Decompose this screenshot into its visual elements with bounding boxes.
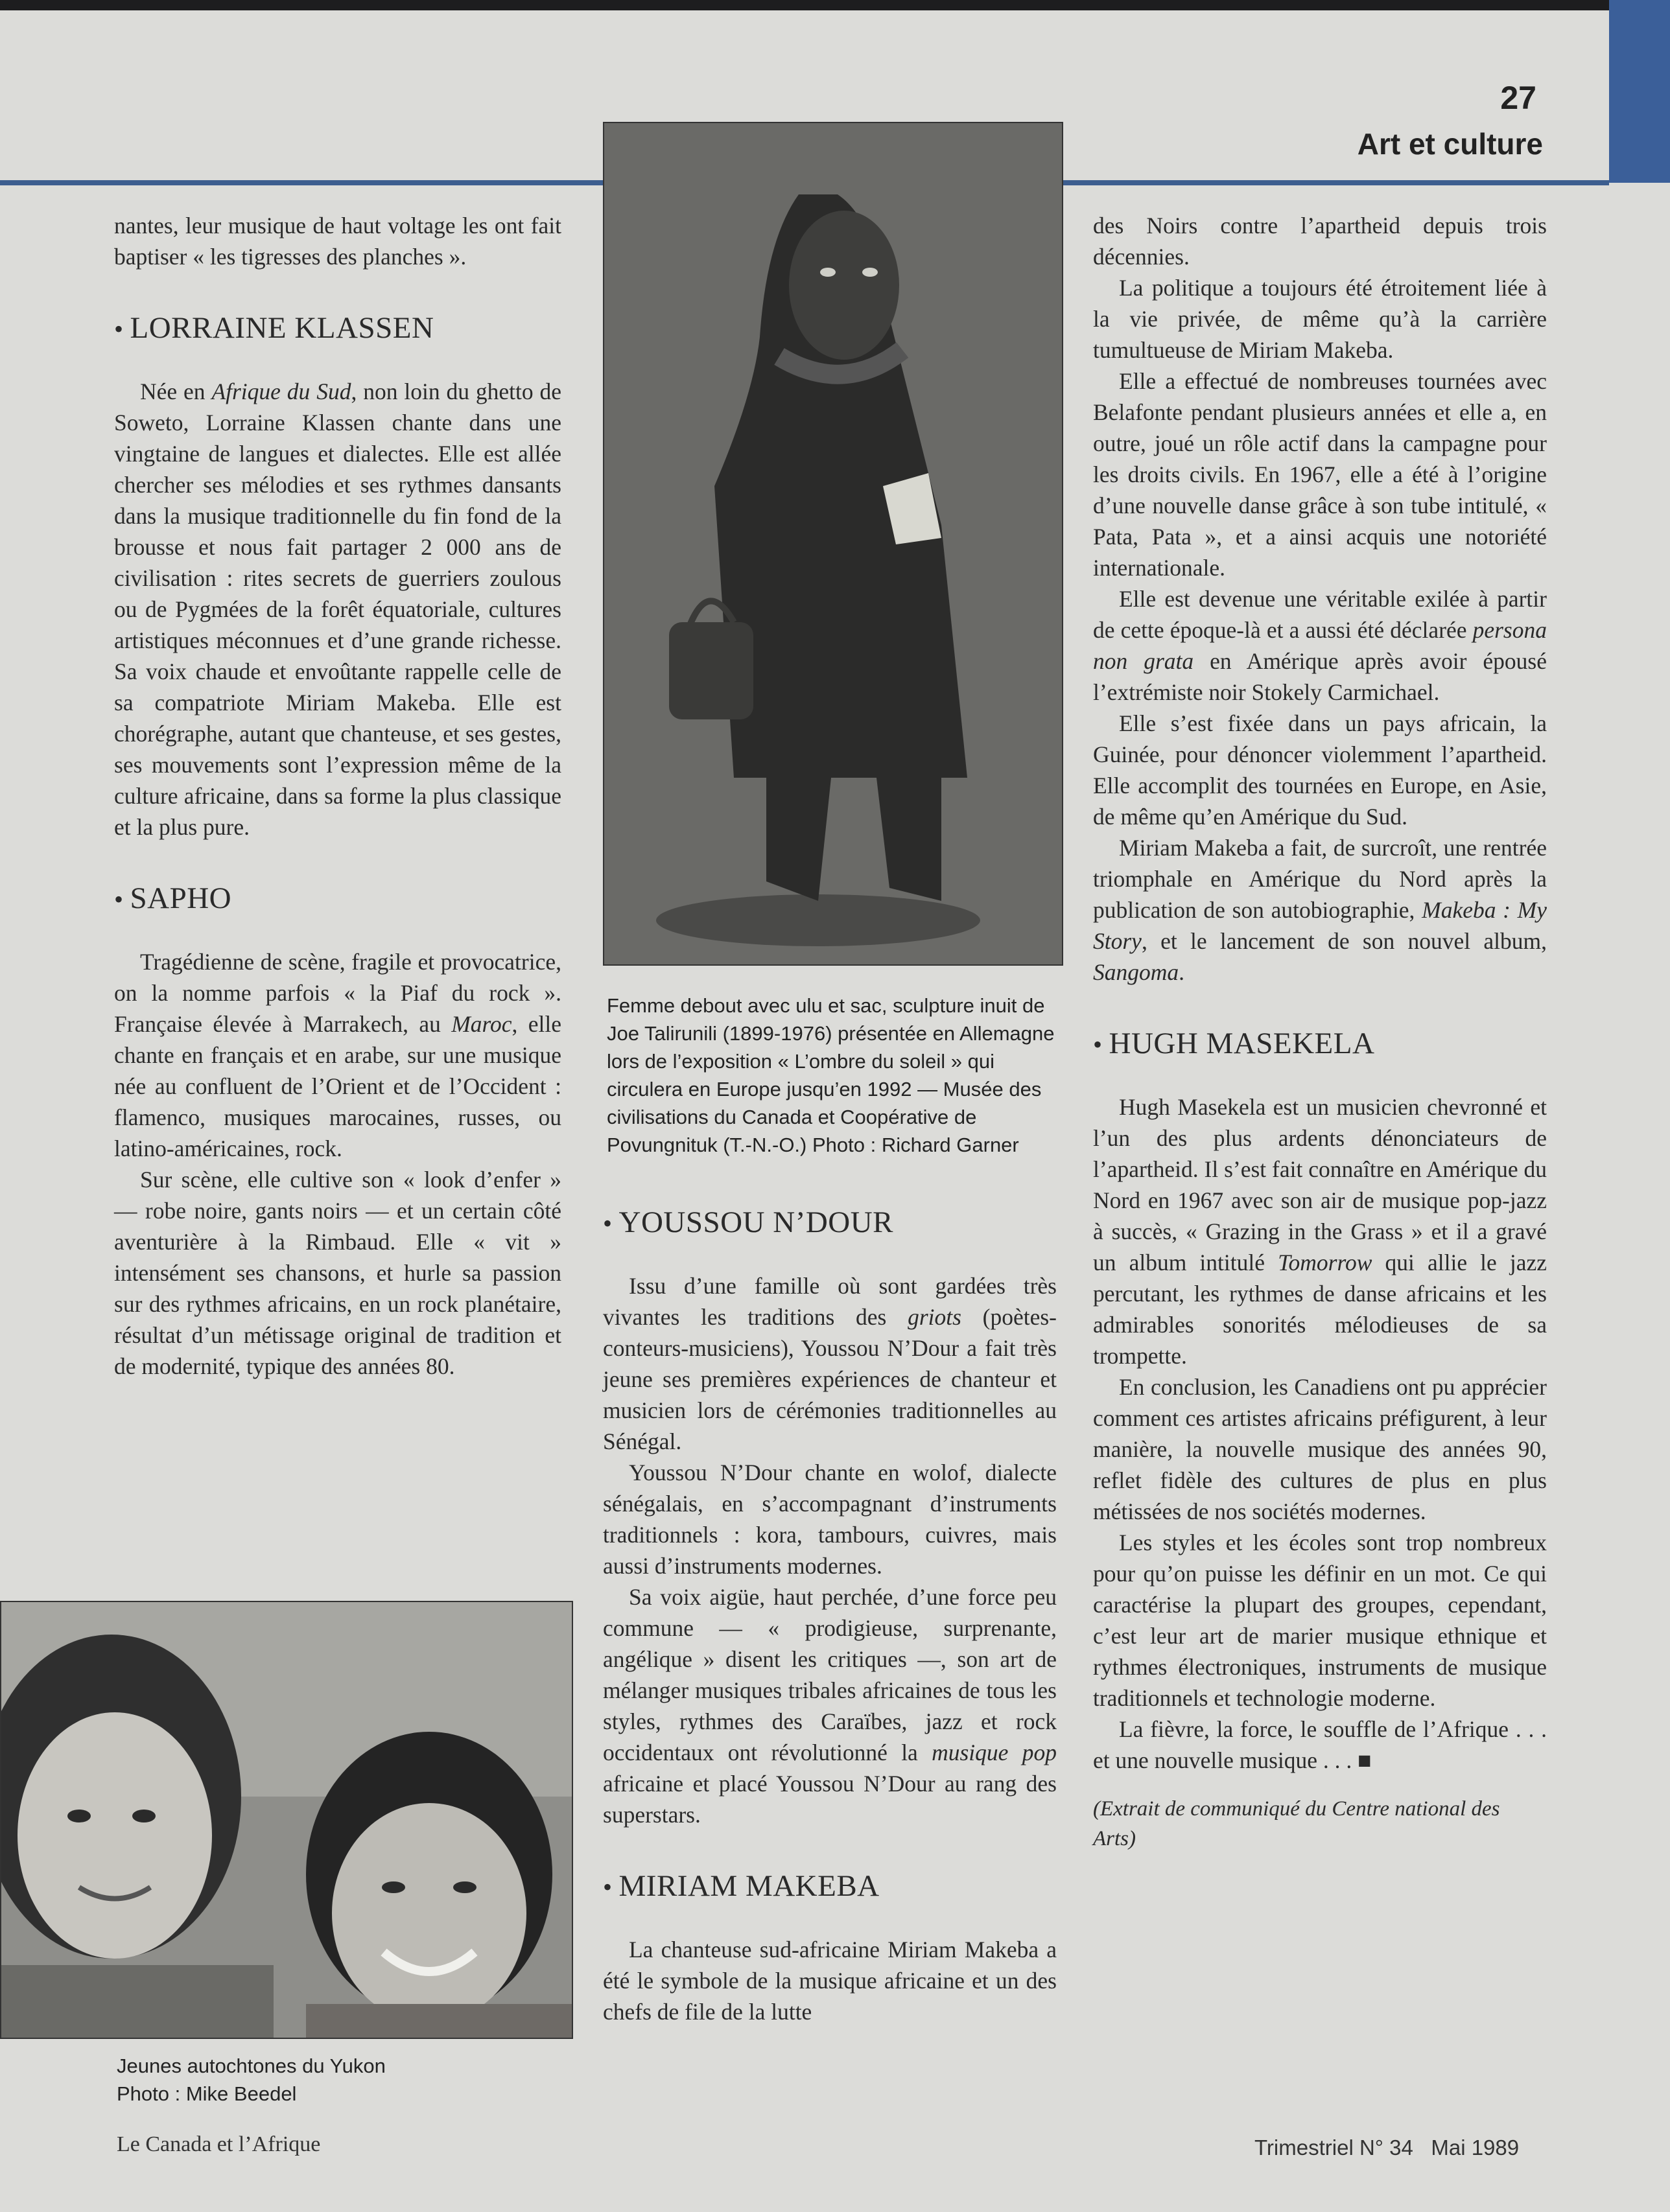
section-color-tab: [1609, 0, 1670, 183]
photo-children-image: [1, 1602, 572, 2038]
makeba-continuation: des Noirs contre l’apartheid depuis trois décennies.: [1093, 213, 1547, 270]
makeba-paragraph-4: Elle est devenue une véritable exilée à partir de cette époque-là et a aussi été déclarée persona non grata en Amérique après avoir épousé l’extrémiste noir Stokely Carmichael.: [1093, 586, 1547, 705]
sculpture-image: [604, 123, 1062, 964]
youssou-paragraph-2: Youssou N’Dour chante en wolof, dialecte sénégalais, en s’accompagnant d’instruments traditionnels : kora, tambours, cuivres, mais aussi d’instruments modernes.: [603, 1460, 1057, 1579]
masekela-paragraph-4: La fièvre, la force, le souffle de l’Afrique . . . et une nouvelle musique . . . ■: [1093, 1716, 1547, 1773]
bullet: •: [603, 1872, 613, 1902]
masekela-paragraph-2: En conclusion, les Canadiens ont pu apprécier comment ces artistes africains préfigurent, à leur manière, la nouvelle musique des années 90, reflet fidèle des cultures de plus en plus métissées de nos sociétés modernes.: [1093, 1374, 1547, 1524]
caption-yukon: Jeunes autochtones du Yukon Photo : Mike Beedel: [117, 2055, 386, 2105]
heading-sapho: • SAPHO: [114, 881, 232, 915]
makeba-paragraph-1: La chanteuse sud-africaine Miriam Makeba a été le symbole de la musique africaine et un des chefs de file de la lutte: [603, 1937, 1057, 2025]
makeba-paragraph-3: Elle a effectué de nombreuses tournées avec Belafonte pendant plusieurs années et elle a, en outre, joué un rôle actif dans la campagne pour les droits civils. En 1967, elle a été à l’origine d’une nouvelle danse grâce à son tube intitulé, « Pata, Pata », et a ainsi acquis une notoriété internationale.: [1093, 368, 1547, 581]
sapho-paragraph-1: Tragédienne de scène, fragile et provocatrice, on la nomme parfois « la Piaf du rock ». Française élevée à Marrakech, au Maroc, elle chante en français et en arabe, sur une musique née au confluent de l’Orient et de l’Occident : flamenco, musiques marocaines, russes, ou latino-américaines, rock.: [114, 949, 561, 1161]
footer-publication: Le Canada et l’Afrique: [117, 2132, 321, 2156]
page-number: 27: [1500, 80, 1536, 116]
photo-inuit-sculpture: [603, 122, 1063, 966]
bullet: •: [603, 1209, 613, 1238]
column-1: [114, 210, 561, 1382]
source-credit: (Extrait de communiqué du Centre national des Arts): [1093, 1797, 1500, 1850]
makeba-paragraph-2: La politique a toujours été étroitement liée à la vie privée, de même qu’à la carrière tumultueuse de Miriam Makeba.: [1093, 275, 1547, 363]
section-title: Art et culture: [1357, 127, 1543, 161]
makeba-paragraph-6: Miriam Makeba a fait, de surcroît, une rentrée triomphale en Amérique du Nord après la publication de son autobiographie, Makeba : My Story, et le lancement de son nouvel album, Sangoma.: [1093, 835, 1547, 985]
header-rule-right: [1063, 180, 1609, 185]
caption-sculpture: Femme debout avec ulu et sac, sculpture inuit de Joe Talirunili (1899-1976) présentée en Allemagne lors de l’exposition « L’ombre du soleil » qui circulera en Europe jusqu’en 1992 — Musée des civilisations du Canada et Coopérative de Povungnituk (T.-N.-O.) Photo : Richard Garner: [607, 994, 1055, 1156]
makeba-paragraph-5: Elle s’est fixée dans un pays africain, la Guinée, pour dénoncer violemment l’apartheid. Elle accomplit des tournées en Europe, en Asie, de même qu’en Amérique du Sud.: [1093, 710, 1547, 830]
column-3: [1093, 210, 1547, 1854]
bullet: •: [114, 314, 124, 343]
photo-yukon-children: [0, 1601, 573, 2039]
heading-lorraine-klassen: • LORRAINE KLASSEN: [114, 311, 434, 345]
heading-youssou-ndour: • YOUSSOU N’DOUR: [603, 1205, 894, 1239]
intro-paragraph: nantes, leur musique de haut voltage les ont fait baptiser « les tigresses des planches ».: [114, 213, 561, 270]
header-rule-left: [0, 180, 603, 185]
youssou-paragraph-3: Sa voix aigüe, haut perchée, d’une force peu commune — « prodigieuse, surprenante, angélique » disent les critiques —, son art de mélanger musiques tribales africaines de tous les styles, rythmes des Caraïbes, jazz et rock occidentaux ont révolutionné la musique pop africaine et placé Youssou N’Dour au rang des superstars.: [603, 1584, 1057, 1828]
column-2: [603, 1204, 1057, 2027]
bullet: •: [114, 885, 124, 914]
heading-hugh-masekela: • HUGH MASEKELA: [1093, 1027, 1375, 1060]
masekela-paragraph-1: Hugh Masekela est un musicien chevronné et l’un des plus ardents dénonciateurs de l’apartheid. Il s’est fait connaître en Amérique du Nord en 1967 avec son air de musique pop-jazz à succès, « Grazing in the Grass » et il a gravé un album intitulé Tomorrow qui allie le jazz percutant, les rythmes de danse africains et les admirables sonorités mélodieuses de sa trompette.: [1093, 1094, 1547, 1369]
heading-miriam-makeba: • MIRIAM MAKEBA: [603, 1869, 880, 1903]
top-edge: [0, 0, 1670, 10]
sapho-paragraph-2: Sur scène, elle cultive son « look d’enfer » — robe noire, gants noirs — et un certain côté aventurière à la Rimbaud. Elle « vit » intensément ses chansons, et hurle sa passion sur des rythmes africains, en un rock planétaire, résultat d’un métissage original de tradition et de modernité, typique des années 80.: [114, 1167, 561, 1379]
footer-issue: Trimestriel N° 34 Mai 1989: [1254, 2136, 1520, 2160]
end-mark: ■: [1358, 1747, 1372, 1773]
youssou-paragraph-1: Issu d’une famille où sont gardées très vivantes les traditions des griots (poètes-conteurs-musiciens), Youssou N’Dour a fait très jeune ses premières expériences de chanteur et musicien lors de cérémonies traditionnelles au Sénégal.: [603, 1273, 1057, 1454]
bullet: •: [1093, 1030, 1103, 1059]
klassen-paragraph: Née en Afrique du Sud, non loin du ghetto de Soweto, Lorraine Klassen chante dans une vingtaine de langues et dialectes. Elle est allée chercher ses mélodies et ses rythmes dansants dans la musique traditionnelle du fin fond de la brousse et nous fait partager 2 000 ans de civilisation : rites secrets de guerriers zoulous ou de Pygmées de la forêt équatoriale, cultures artistiques méconnues et d’une grande richesse. Sa voix chaude et envoûtante rappelle celle de sa compatriote Miriam Makeba. Elle est chorégraphe, autant que chanteuse, et ses gestes, ses mouvements sont l’expression même de la culture africaine, dans sa forme la plus classique et la plus pure.: [114, 378, 561, 840]
masekela-paragraph-3: Les styles et les écoles sont trop nombreux pour qu’on puisse les définir en un mot. Ce qui caractérise la plupart des groupes, cependant, c’est leur art de marier musique ethnique et rythmes électroniques, instruments de musique traditionnels et technologie moderne.: [1093, 1530, 1547, 1711]
